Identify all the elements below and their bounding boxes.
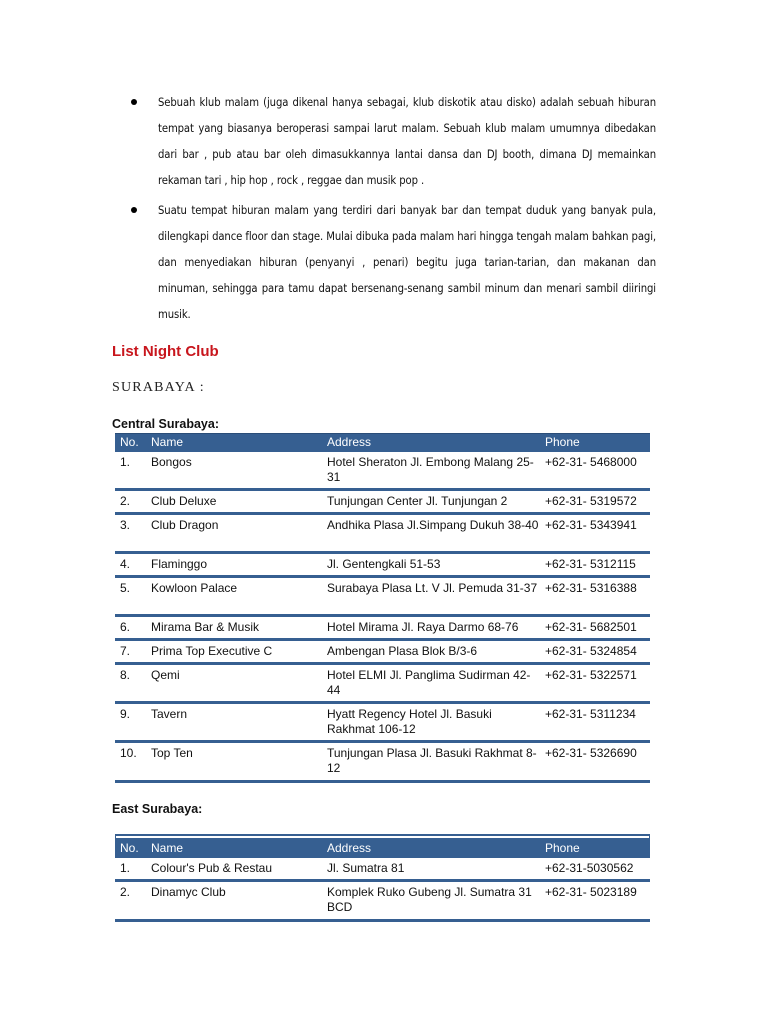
row-no: 3. bbox=[120, 518, 131, 532]
club-address: Hotel Sheraton Jl. Embong Malang 25-31 bbox=[327, 455, 534, 484]
club-phone: +62-31- 5682501 bbox=[545, 620, 637, 634]
table-body bbox=[115, 858, 650, 922]
club-name: Kowloon Palace bbox=[151, 581, 238, 595]
bullet-item bbox=[131, 90, 656, 194]
club-address: Andhika Plasa Jl.Simpang Dukuh 38-40 bbox=[327, 518, 539, 532]
list-heading: List Night Club bbox=[112, 343, 219, 360]
club-name: Dinamyc Club bbox=[151, 885, 226, 899]
bullet-text: Sebuah klub malam (juga dikenal hanya sebagai, klub diskotik atau disko) adalah sebuah hiburan tempat yang biasanya beroperasi sampai larut malam. Sebuah klub malam umumnya dibedakan dari bar , pub atau bar oleh dimasukkannya lantai dansa dan DJ booth, dimana DJ memainkan rekaman tari , hip hop , rock , reggae dan musik pop . bbox=[158, 96, 656, 187]
header-address: Address bbox=[327, 435, 372, 449]
table-row bbox=[115, 578, 650, 617]
row-no: 7. bbox=[120, 644, 131, 658]
club-name: Club Dragon bbox=[151, 518, 219, 532]
club-address: Jl. Gentengkali 51-53 bbox=[327, 557, 441, 571]
club-name: Tavern bbox=[151, 707, 188, 721]
club-phone: +62-31- 5326690 bbox=[545, 746, 637, 760]
club-phone: +62-31- 5316388 bbox=[545, 581, 637, 595]
table-row bbox=[115, 665, 650, 704]
club-name: Prima Top Executive C bbox=[151, 644, 273, 658]
header-name: Name bbox=[151, 435, 184, 449]
table-header-row bbox=[115, 433, 650, 452]
central-section-title: Central Surabaya: bbox=[112, 417, 219, 431]
club-address: Hotel Mirama Jl. Raya Darmo 68-76 bbox=[327, 620, 519, 634]
club-address: Tunjungan Plasa Jl. Basuki Rakhmat 8-12 bbox=[327, 746, 537, 775]
club-name: Qemi bbox=[151, 668, 180, 682]
club-name: Colour's Pub & Restau bbox=[151, 861, 273, 875]
table-row bbox=[115, 858, 650, 882]
table-row bbox=[115, 704, 650, 743]
row-no: 10. bbox=[120, 746, 137, 760]
table-header-row bbox=[115, 838, 650, 858]
header-name: Name bbox=[151, 841, 184, 855]
header-no: No. bbox=[120, 841, 139, 855]
club-name: Club Deluxe bbox=[151, 494, 217, 508]
club-phone: +62-31- 5023189 bbox=[545, 885, 637, 899]
club-name: Top Ten bbox=[151, 746, 193, 760]
club-phone: +62-31- 5311234 bbox=[545, 707, 636, 721]
club-phone: +62-31- 5312115 bbox=[545, 557, 636, 571]
club-name: Bongos bbox=[151, 455, 192, 469]
header-phone: Phone bbox=[545, 841, 580, 855]
table-row bbox=[115, 515, 650, 554]
club-address: Ambengan Plasa Blok B/3-6 bbox=[327, 644, 478, 658]
club-address: Tunjungan Center Jl. Tunjungan 2 bbox=[327, 494, 508, 508]
club-phone: +62-31- 5468000 bbox=[545, 455, 637, 469]
club-phone: +62-31- 5322571 bbox=[545, 668, 637, 682]
city-label: SURABAYA : bbox=[112, 380, 205, 395]
intro-bullet-list bbox=[131, 90, 656, 332]
row-no: 6. bbox=[120, 620, 131, 634]
header-address: Address bbox=[327, 841, 372, 855]
table-row bbox=[115, 882, 650, 922]
row-no: 9. bbox=[120, 707, 131, 721]
club-phone: +62-31- 5343941 bbox=[545, 518, 637, 532]
bullet-icon bbox=[131, 99, 137, 105]
row-no: 1. bbox=[120, 861, 131, 875]
table-row bbox=[115, 743, 650, 783]
central-club-table bbox=[115, 433, 650, 783]
club-name: Mirama Bar & Musik bbox=[151, 620, 260, 634]
table-row bbox=[115, 641, 650, 665]
club-name: Flaminggo bbox=[151, 557, 208, 571]
bullet-icon bbox=[131, 207, 137, 213]
table-row bbox=[115, 491, 650, 515]
club-phone: +62-31-5030562 bbox=[545, 861, 634, 875]
table-body bbox=[115, 452, 650, 783]
row-no: 2. bbox=[120, 885, 131, 899]
east-club-table bbox=[115, 838, 650, 922]
club-address: Surabaya Plasa Lt. V Jl. Pemuda 31-37 bbox=[327, 581, 538, 595]
club-phone: +62-31- 5319572 bbox=[545, 494, 637, 508]
header-phone: Phone bbox=[545, 435, 580, 449]
bullet-text: Suatu tempat hiburan malam yang terdiri dari banyak bar dan tempat duduk yang banyak pula, dilengkapi dance floor dan stage. Mulai dibuka pada malam hari hingga tengah malam bahkan pagi, dan menyediakan hiburan (penyanyi , penari) begitu juga tarian-tarian, dan makanan dan minuman, sehingga para tamu dapat bersenang-senang sambil minum dan menari sambil diiringi musik. bbox=[158, 204, 656, 321]
club-address: Komplek Ruko Gubeng Jl. Sumatra 31 BCD bbox=[327, 885, 532, 914]
row-no: 8. bbox=[120, 668, 131, 682]
bullet-item bbox=[131, 198, 656, 328]
east-section-title: East Surabaya: bbox=[112, 802, 203, 816]
table-row bbox=[115, 452, 650, 491]
row-no: 4. bbox=[120, 557, 131, 571]
table-row bbox=[115, 554, 650, 578]
row-no: 2. bbox=[120, 494, 131, 508]
table-row bbox=[115, 617, 650, 641]
club-address: Hotel ELMI Jl. Panglima Sudirman 42-44 bbox=[327, 668, 531, 697]
club-address: Hyatt Regency Hotel Jl. Basuki Rakhmat 106-12 bbox=[327, 707, 492, 736]
club-phone: +62-31- 5324854 bbox=[545, 644, 637, 658]
header-no: No. bbox=[120, 435, 139, 449]
row-no: 5. bbox=[120, 581, 131, 595]
row-no: 1. bbox=[120, 455, 131, 469]
club-address: Jl. Sumatra 81 bbox=[327, 861, 405, 875]
